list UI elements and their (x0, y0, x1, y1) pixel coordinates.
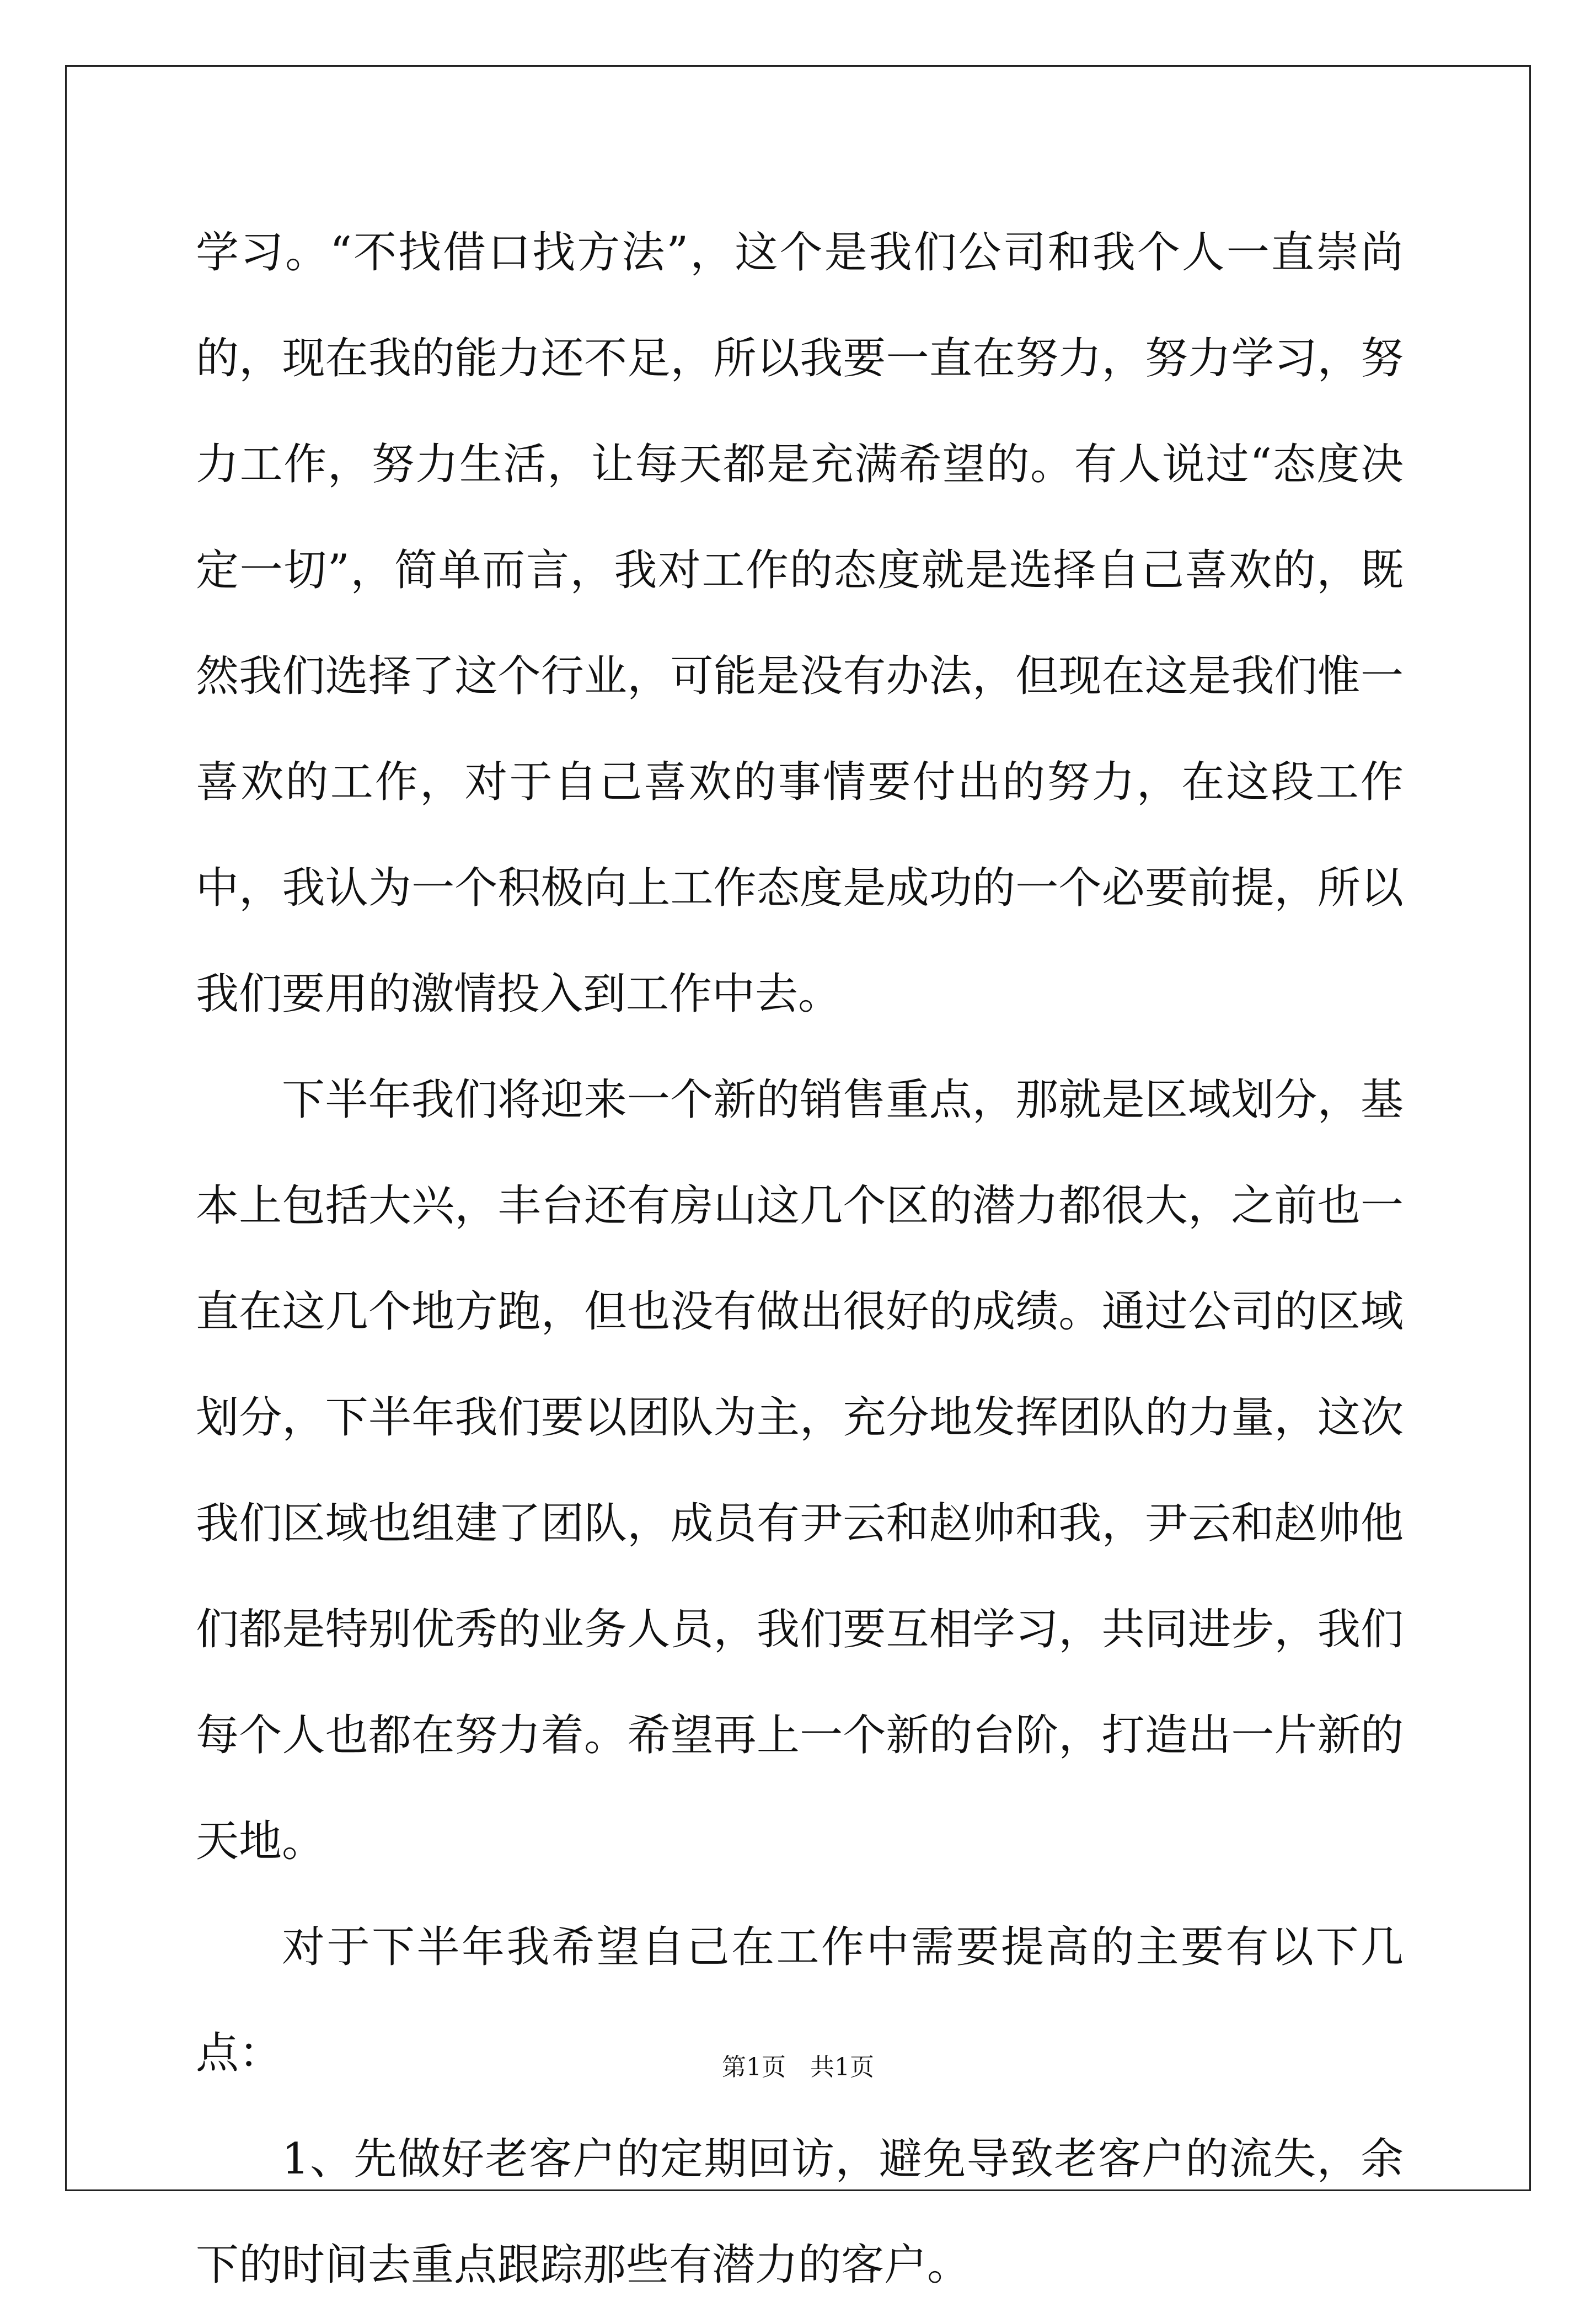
paragraph-3: 对于下半年我希望自己在工作中需要提高的主要有以下几点： (196, 1922, 1404, 2078)
page-footer (0, 2051, 1596, 2084)
page-total: 共1页 (810, 2053, 874, 2081)
paragraph-4: 1、先做好老客户的定期回访，避免导致老客户的流失，余下的时间去重点跟踪那些有潜力的客户。 (196, 2134, 1404, 2290)
paragraph-1: 学习。“不找借口找方法”，这个是我们公司和我个人一直崇尚的，现在我的能力还不足，所以我要一直在努力，努力学习，努力工作，努力生活，让每天都是充满希望的。有人说过“态度决定一切”，简单而言，我对工作的态度就是选择自己喜欢的，既然我们选择了这个行业，可能是没有办法，但现在这是我们惟一喜欢的工作，对于自己喜欢的事情要付出的努力，在这段工作中，我认为一个积极向上工作态度是成功的一个必要前提，所以我们要用的激情投入到工作中去。 (196, 228, 1404, 1019)
document-body (196, 200, 1404, 2318)
paragraph-2: 下半年我们将迎来一个新的销售重点，那就是区域划分，基本上包括大兴，丰台还有房山这几个区的潜力都很大，之前也一直在这几个地方跑，但也没有做出很好的成绩。通过公司的区域划分，下半年我们要以团队为主，充分地发挥团队的力量，这次我们区域也组建了团队，成员有尹云和赵帅和我，尹云和赵帅他们都是特别优秀的业务人员，我们要互相学习，共同进步，我们每个人也都在努力着。希望再上一个新的台阶，打造出一片新的天地。 (196, 1075, 1404, 1866)
page-number: 第1页 (722, 2053, 786, 2081)
